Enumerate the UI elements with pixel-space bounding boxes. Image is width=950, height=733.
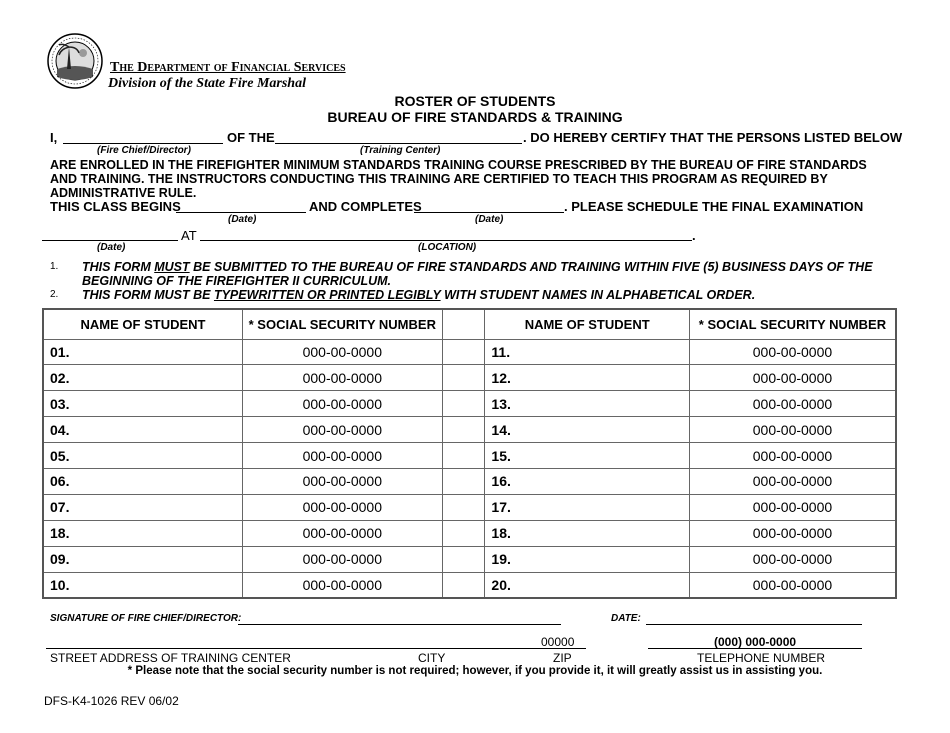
header-ssn-right: * SOCIAL SECURITY NUMBER xyxy=(689,309,896,339)
spacer-cell xyxy=(442,572,485,598)
exam-date-field[interactable] xyxy=(42,240,178,241)
right-ssn-cell[interactable]: 000-00-0000 xyxy=(689,468,896,494)
signature-label: SIGNATURE OF FIRE CHIEF/DIRECTOR: xyxy=(50,613,242,624)
form-title: ROSTER OF STUDENTS xyxy=(394,93,556,109)
right-ssn-cell[interactable]: 000-00-0000 xyxy=(689,391,896,417)
exam-date-caption: (Date) xyxy=(97,242,126,253)
instruction-2-text-b: WITH STUDENT NAMES IN ALPHABETICAL ORDER. xyxy=(440,288,756,302)
begin-date-field[interactable] xyxy=(176,212,306,213)
left-student-name[interactable]: 18. xyxy=(43,520,243,546)
state-seal-logo xyxy=(47,33,103,89)
right-student-name[interactable]: 14. xyxy=(485,417,690,443)
phone-field[interactable] xyxy=(648,648,862,649)
street-label: STREET ADDRESS OF TRAINING CENTER xyxy=(50,651,291,665)
instruction-2 xyxy=(82,288,882,302)
right-ssn-cell[interactable]: 000-00-0000 xyxy=(689,546,896,572)
table-row xyxy=(43,443,896,469)
zip-value: 00000 xyxy=(541,635,575,649)
begin-date-caption: (Date) xyxy=(228,214,257,225)
header-ssn-left: * SOCIAL SECURITY NUMBER xyxy=(243,309,443,339)
left-ssn-cell[interactable]: 000-00-0000 xyxy=(243,339,443,365)
form-number: DFS-K4-1026 REV 06/02 xyxy=(44,694,179,708)
left-student-name[interactable]: 01. xyxy=(43,339,243,365)
schedule-label: . PLEASE SCHEDULE THE FINAL EXAMINATION xyxy=(564,199,864,214)
right-student-name[interactable]: 11. xyxy=(485,339,690,365)
right-student-name[interactable]: 16. xyxy=(485,468,690,494)
left-ssn-cell[interactable]: 000-00-0000 xyxy=(243,468,443,494)
left-student-name[interactable]: 06. xyxy=(43,468,243,494)
signature-date-field[interactable] xyxy=(646,624,862,625)
table-row xyxy=(43,494,896,520)
phone-label: TELEPHONE NUMBER xyxy=(697,651,826,665)
spacer-cell xyxy=(442,391,485,417)
left-student-name[interactable]: 07. xyxy=(43,494,243,520)
instruction-2-text-a: THIS FORM MUST BE xyxy=(82,288,214,302)
table-row xyxy=(43,468,896,494)
left-ssn-cell[interactable]: 000-00-0000 xyxy=(243,520,443,546)
right-student-name[interactable]: 13. xyxy=(485,391,690,417)
instruction-1-number: 1. xyxy=(50,261,59,272)
left-ssn-cell[interactable]: 000-00-0000 xyxy=(243,417,443,443)
city-label: CITY xyxy=(418,651,446,665)
right-ssn-cell[interactable]: 000-00-0000 xyxy=(689,417,896,443)
fire-chief-field[interactable] xyxy=(63,143,223,144)
complete-date-caption: (Date) xyxy=(475,214,504,225)
and-completes-label: AND COMPLETES xyxy=(309,199,422,214)
left-ssn-cell[interactable]: 000-00-0000 xyxy=(243,391,443,417)
right-ssn-cell[interactable]: 000-00-0000 xyxy=(689,339,896,365)
location-caption: (LOCATION) xyxy=(418,242,477,253)
left-student-name[interactable]: 10. xyxy=(43,572,243,598)
right-student-name[interactable]: 18. xyxy=(485,520,690,546)
complete-date-field[interactable] xyxy=(414,212,564,213)
left-ssn-cell[interactable]: 000-00-0000 xyxy=(243,572,443,598)
right-ssn-cell[interactable]: 000-00-0000 xyxy=(689,494,896,520)
roster-table xyxy=(42,308,897,599)
right-student-name[interactable]: 15. xyxy=(485,443,690,469)
spacer-cell xyxy=(442,443,485,469)
date-label: DATE: xyxy=(611,613,641,624)
right-student-name[interactable]: 19. xyxy=(485,546,690,572)
left-ssn-cell[interactable]: 000-00-0000 xyxy=(243,494,443,520)
left-ssn-cell[interactable]: 000-00-0000 xyxy=(243,443,443,469)
location-period: . xyxy=(692,228,696,243)
instruction-2-number: 2. xyxy=(50,289,59,300)
instruction-2-underline: TYPEWRITTEN OR PRINTED LEGIBLY xyxy=(213,288,441,302)
table-row xyxy=(43,520,896,546)
training-center-caption: (Training Center) xyxy=(360,145,441,156)
table-row xyxy=(43,365,896,391)
spacer-cell xyxy=(442,546,485,572)
ssn-note: * Please note that the social security number is not required; however, if you provide it, it will greatly assist us in assisting you. xyxy=(127,665,823,677)
table-header-row xyxy=(43,309,896,339)
right-student-name[interactable]: 12. xyxy=(485,365,690,391)
of-the-label: OF THE xyxy=(227,130,275,145)
left-ssn-cell[interactable]: 000-00-0000 xyxy=(243,365,443,391)
training-center-field[interactable] xyxy=(275,143,522,144)
right-ssn-cell[interactable]: 000-00-0000 xyxy=(689,520,896,546)
address-field[interactable] xyxy=(46,648,586,649)
table-row xyxy=(43,391,896,417)
table-row xyxy=(43,339,896,365)
table-row xyxy=(43,546,896,572)
right-student-name[interactable]: 17. xyxy=(485,494,690,520)
department-name: The Department of Financial Services xyxy=(110,60,346,75)
left-student-name[interactable]: 09. xyxy=(43,546,243,572)
left-ssn-cell[interactable]: 000-00-0000 xyxy=(243,546,443,572)
exam-location-field[interactable] xyxy=(200,240,692,241)
signature-field[interactable] xyxy=(238,624,561,625)
instruction-1-must: MUST xyxy=(154,260,190,274)
header-name-left: NAME OF STUDENT xyxy=(43,309,243,339)
table-row xyxy=(43,572,896,598)
right-student-name[interactable]: 20. xyxy=(485,572,690,598)
i-label: I, xyxy=(50,130,58,145)
left-student-name[interactable]: 05. xyxy=(43,443,243,469)
left-student-name[interactable]: 02. xyxy=(43,365,243,391)
left-student-name[interactable]: 04. xyxy=(43,417,243,443)
fire-chief-caption: (Fire Chief/Director) xyxy=(97,145,191,156)
spacer-cell xyxy=(442,494,485,520)
spacer-cell xyxy=(442,339,485,365)
division-name: Division of the State Fire Marshal xyxy=(108,76,306,91)
right-ssn-cell[interactable]: 000-00-0000 xyxy=(689,365,896,391)
at-label: AT xyxy=(181,228,197,243)
header-spacer xyxy=(442,309,485,339)
table-row xyxy=(43,417,896,443)
right-ssn-cell[interactable]: 000-00-0000 xyxy=(689,572,896,598)
spacer-cell xyxy=(442,365,485,391)
header-name-right: NAME OF STUDENT xyxy=(485,309,690,339)
instruction-1 xyxy=(82,260,882,288)
instruction-1-text-b: BE SUBMITTED TO THE BUREAU OF FIRE STANDARDS AND TRAINING WITHIN FIVE (5) BUSINESS DAYS OF THE xyxy=(189,260,873,274)
class-begins-label: THIS CLASS BEGINS xyxy=(50,199,181,214)
zip-label: ZIP xyxy=(553,651,572,665)
instruction-1-text-a: THIS FORM xyxy=(82,260,155,274)
spacer-cell xyxy=(442,417,485,443)
phone-value: (000) 000-0000 xyxy=(714,635,797,649)
right-ssn-cell[interactable]: 000-00-0000 xyxy=(689,443,896,469)
spacer-cell xyxy=(442,520,485,546)
certification-paragraph: ARE ENROLLED IN THE FIREFIGHTER MINIMUM STANDARDS TRAINING COURSE PRESCRIBED BY THE BUREAU OF FIRE STANDARDS AND TRAINING. THE INSTRUCTORS CONDUCTING THIS TRAINING ARE CERTIFIED TO TEACH THIS PROGRAM AS REQUIRED BY ADMINISTRATIVE RULE. xyxy=(50,158,867,200)
instruction-1-text-c: BEGINNING OF THE FIREFIGHTER II CURRICULUM. xyxy=(82,274,392,288)
certify-label: . DO HEREBY CERTIFY THAT THE PERSONS LISTED BELOW xyxy=(523,130,903,145)
left-student-name[interactable]: 03. xyxy=(43,391,243,417)
form-subtitle: BUREAU OF FIRE STANDARDS & TRAINING xyxy=(327,109,623,125)
spacer-cell xyxy=(442,468,485,494)
